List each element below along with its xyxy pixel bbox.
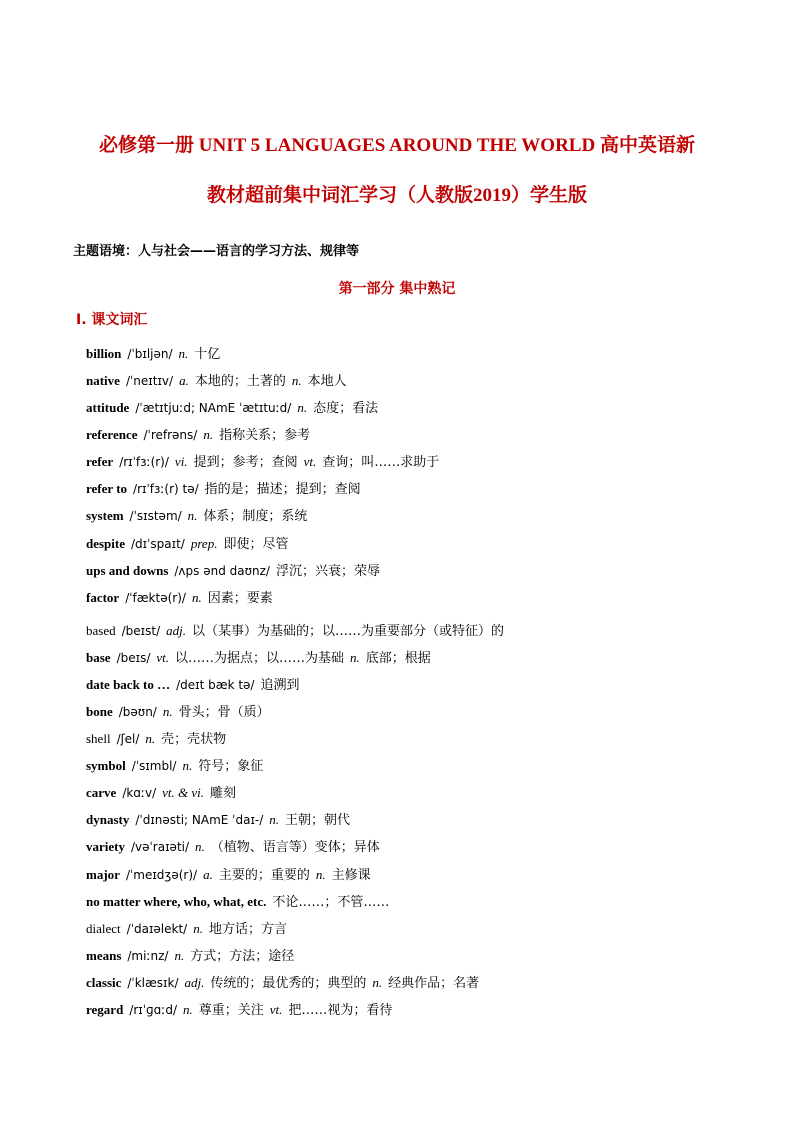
vocab-part-of-speech: n. xyxy=(145,731,156,746)
vocab-entry xyxy=(86,344,220,365)
vocab-entry xyxy=(86,837,380,858)
vocab-word: variety xyxy=(86,839,125,854)
vocab-word: reference xyxy=(86,427,138,442)
vocab-entry xyxy=(86,371,347,392)
vocab-phonetic: /ˈdɪnəsti; NAmE ˈdaɪ-/ xyxy=(135,813,264,827)
vocab-phonetic: /vəˈraɪəti/ xyxy=(130,840,190,854)
vocab-definition: 方式；方法；途径 xyxy=(190,949,295,964)
vocab-definition: 指称关系；参考 xyxy=(219,428,311,443)
vocab-phonetic: /ʃel/ xyxy=(116,732,140,746)
vocab-word: means xyxy=(86,948,122,963)
part-heading: 第一部分 集中熟记 xyxy=(338,281,456,297)
vocab-part-of-speech: vi. xyxy=(174,454,188,469)
vocab-phonetic: /ˈsɪstəm/ xyxy=(129,509,182,523)
vocab-definition: 态度；看法 xyxy=(313,401,379,416)
vocab-phonetic: /bəʊn/ xyxy=(118,705,157,719)
vocab-phonetic: /ˈbɪljən/ xyxy=(127,347,173,361)
vocab-part-of-speech: n. xyxy=(174,948,185,963)
section-heading: Ⅰ. 课文词汇 xyxy=(76,312,148,328)
vocab-entry xyxy=(86,756,263,777)
vocab-definition: 底部；根据 xyxy=(365,651,431,666)
vocab-entry xyxy=(86,479,361,500)
vocab-phonetic: /kɑːv/ xyxy=(122,786,157,800)
vocab-definition: （植物、语言等）变体；异体 xyxy=(210,840,380,855)
vocab-entry xyxy=(86,946,294,967)
vocab-entry xyxy=(86,534,288,555)
vocab-definition: 指的是；描述；提到；查阅 xyxy=(204,482,361,497)
vocab-word: no matter where, who, what, etc. xyxy=(86,894,267,909)
vocab-phonetic: /ˈklæsɪk/ xyxy=(127,976,179,990)
vocab-part-of-speech: n. xyxy=(269,812,280,827)
vocab-word: classic xyxy=(86,975,122,990)
vocab-entry xyxy=(86,675,299,696)
vocab-word: attitude xyxy=(86,400,130,415)
vocab-part-of-speech: n. xyxy=(187,508,198,523)
vocab-word: dynasty xyxy=(86,812,130,827)
vocab-phonetic: /deɪt bæk tə/ xyxy=(176,678,255,692)
vocab-word: shell xyxy=(86,731,111,746)
vocab-definition: 雕刻 xyxy=(210,786,237,801)
vocab-definition: 骨头；骨（质） xyxy=(178,705,270,720)
vocab-word: base xyxy=(86,650,111,665)
vocab-definition: 追溯到 xyxy=(260,678,300,693)
vocab-part-of-speech: n. xyxy=(191,590,202,605)
document-title-line-2: 教材超前集中词汇学习（人教版2019）学生版 xyxy=(206,185,587,206)
vocab-phonetic: /ˈsɪmbl/ xyxy=(131,759,177,773)
vocab-word: symbol xyxy=(86,758,126,773)
vocab-word: bone xyxy=(86,704,113,719)
vocab-phonetic: /beɪs/ xyxy=(116,651,151,665)
vocab-word: regard xyxy=(86,1002,124,1017)
vocab-entry xyxy=(86,919,287,940)
vocab-entry xyxy=(86,810,350,831)
vocab-entry xyxy=(86,648,431,669)
vocab-definition: 十亿 xyxy=(194,347,221,362)
vocab-phonetic: /ˈmeɪdʒə(r)/ xyxy=(125,868,198,882)
vocab-definition: 本地的；土著的 xyxy=(194,374,286,389)
vocab-part-of-speech: n. xyxy=(195,839,205,854)
vocab-entry xyxy=(86,506,307,527)
vocab-definition: 把……视为；看待 xyxy=(288,1003,393,1018)
vocab-part-of-speech: adj. xyxy=(184,975,205,990)
vocab-phonetic: /rɪˈfɜː(r)/ xyxy=(119,455,169,469)
vocab-entry xyxy=(86,452,439,473)
vocab-part-of-speech: vt. xyxy=(303,454,317,469)
vocab-word: factor xyxy=(86,590,120,605)
vocab-definition: 地方话；方言 xyxy=(208,922,287,937)
vocab-part-of-speech: a. xyxy=(203,867,213,882)
vocab-entry xyxy=(86,865,371,886)
vocab-part-of-speech: n. xyxy=(182,1002,193,1017)
vocab-phonetic: /miːnz/ xyxy=(127,949,169,963)
vocab-entry xyxy=(86,702,270,723)
vocab-definition: 即使；尽管 xyxy=(223,537,289,552)
vocab-part-of-speech: n. xyxy=(297,400,308,415)
vocab-definition: 经典作品；名著 xyxy=(388,976,480,991)
vocab-part-of-speech: n. xyxy=(315,867,326,882)
vocab-phonetic: /rɪˈfɜː(r) tə/ xyxy=(133,482,199,496)
vocab-word: dialect xyxy=(86,921,121,936)
vocab-definition: 传统的；最优秀的；典型的 xyxy=(210,976,367,991)
vocab-phonetic: /dɪˈspaɪt/ xyxy=(131,537,185,551)
vocab-part-of-speech: n. xyxy=(372,975,383,990)
vocab-entry xyxy=(86,588,273,609)
vocab-entry xyxy=(86,783,236,804)
vocab-entry xyxy=(86,621,504,642)
vocab-word: native xyxy=(86,373,120,388)
vocab-word: ups and downs xyxy=(86,563,169,578)
vocab-word: billion xyxy=(86,346,122,361)
vocab-entry xyxy=(86,1000,392,1021)
vocab-phonetic: /beɪst/ xyxy=(121,624,161,638)
vocab-definition: 提到；参考；查阅 xyxy=(193,455,298,470)
vocab-entry xyxy=(86,425,310,446)
theme-context: 主题语境：人与社会——语言的学习方法、规律等 xyxy=(73,244,360,259)
vocab-part-of-speech: n. xyxy=(162,704,173,719)
vocab-definition: 不论……；不管…… xyxy=(272,895,390,910)
vocab-phonetic: /ˈneɪtɪv/ xyxy=(125,374,174,388)
vocab-part-of-speech: n. xyxy=(178,346,189,361)
vocab-part-of-speech: adj. xyxy=(166,623,186,638)
vocab-phonetic: /ˈætɪtjuːd; NAmE ˈætɪtuːd/ xyxy=(135,401,292,415)
vocab-part-of-speech: vt. xyxy=(269,1002,283,1017)
vocab-phonetic: /ˈrefrəns/ xyxy=(143,428,198,442)
vocab-word: refer to xyxy=(86,481,128,496)
vocab-part-of-speech: n. xyxy=(193,921,203,936)
vocab-part-of-speech: n. xyxy=(203,427,214,442)
vocab-definition: 符号；象征 xyxy=(198,759,264,774)
vocab-phonetic: /ˈdaɪəlekt/ xyxy=(126,922,188,936)
vocab-entry xyxy=(86,729,226,750)
vocab-definition: 尊重；关注 xyxy=(198,1003,264,1018)
vocab-phonetic: /ˈfæktə(r)/ xyxy=(125,591,186,605)
vocab-word: major xyxy=(86,867,120,882)
vocab-phonetic: /ʌps ənd daʊnz/ xyxy=(174,564,270,578)
vocab-part-of-speech: n. xyxy=(350,650,360,665)
vocab-part-of-speech: vt. xyxy=(156,650,169,665)
vocab-word: based xyxy=(86,623,116,638)
vocab-word: carve xyxy=(86,785,117,800)
vocab-definition: 因素；要素 xyxy=(207,591,273,606)
vocab-part-of-speech: prep. xyxy=(190,536,218,551)
vocab-entry xyxy=(86,892,389,913)
vocab-part-of-speech: a. xyxy=(179,373,189,388)
vocab-entry xyxy=(86,398,378,419)
vocab-word: refer xyxy=(86,454,114,469)
vocab-part-of-speech: n. xyxy=(291,373,302,388)
vocab-definition: 以……为据点；以……为基础 xyxy=(175,651,345,666)
vocab-definition: 本地人 xyxy=(307,374,347,389)
vocab-entry xyxy=(86,973,479,994)
vocab-entry xyxy=(86,561,380,582)
document-title-line-1: 必修第一册 UNIT 5 LANGUAGES AROUND THE WORLD 高中英语新 xyxy=(99,135,695,156)
vocab-definition: 主修课 xyxy=(331,868,371,883)
vocab-phonetic: /rɪˈɡɑːd/ xyxy=(129,1003,177,1017)
vocab-word: date back to … xyxy=(86,677,171,692)
vocab-word: system xyxy=(86,508,124,523)
vocab-definition: 查询；叫……求助于 xyxy=(322,455,440,470)
vocab-definition: 王朝；朝代 xyxy=(285,813,351,828)
vocab-definition: 浮沉；兴衰；荣辱 xyxy=(275,564,380,579)
vocab-part-of-speech: n. xyxy=(182,758,193,773)
vocab-definition: 主要的；重要的 xyxy=(218,868,310,883)
vocab-part-of-speech: vt. & vi. xyxy=(162,785,204,800)
vocab-definition: 体系；制度；系统 xyxy=(203,509,308,524)
vocab-definition: 壳；壳状物 xyxy=(161,732,227,747)
vocab-definition: 以（某事）为基础的；以……为重要部分（或特征）的 xyxy=(192,624,505,639)
vocab-word: despite xyxy=(86,536,125,551)
